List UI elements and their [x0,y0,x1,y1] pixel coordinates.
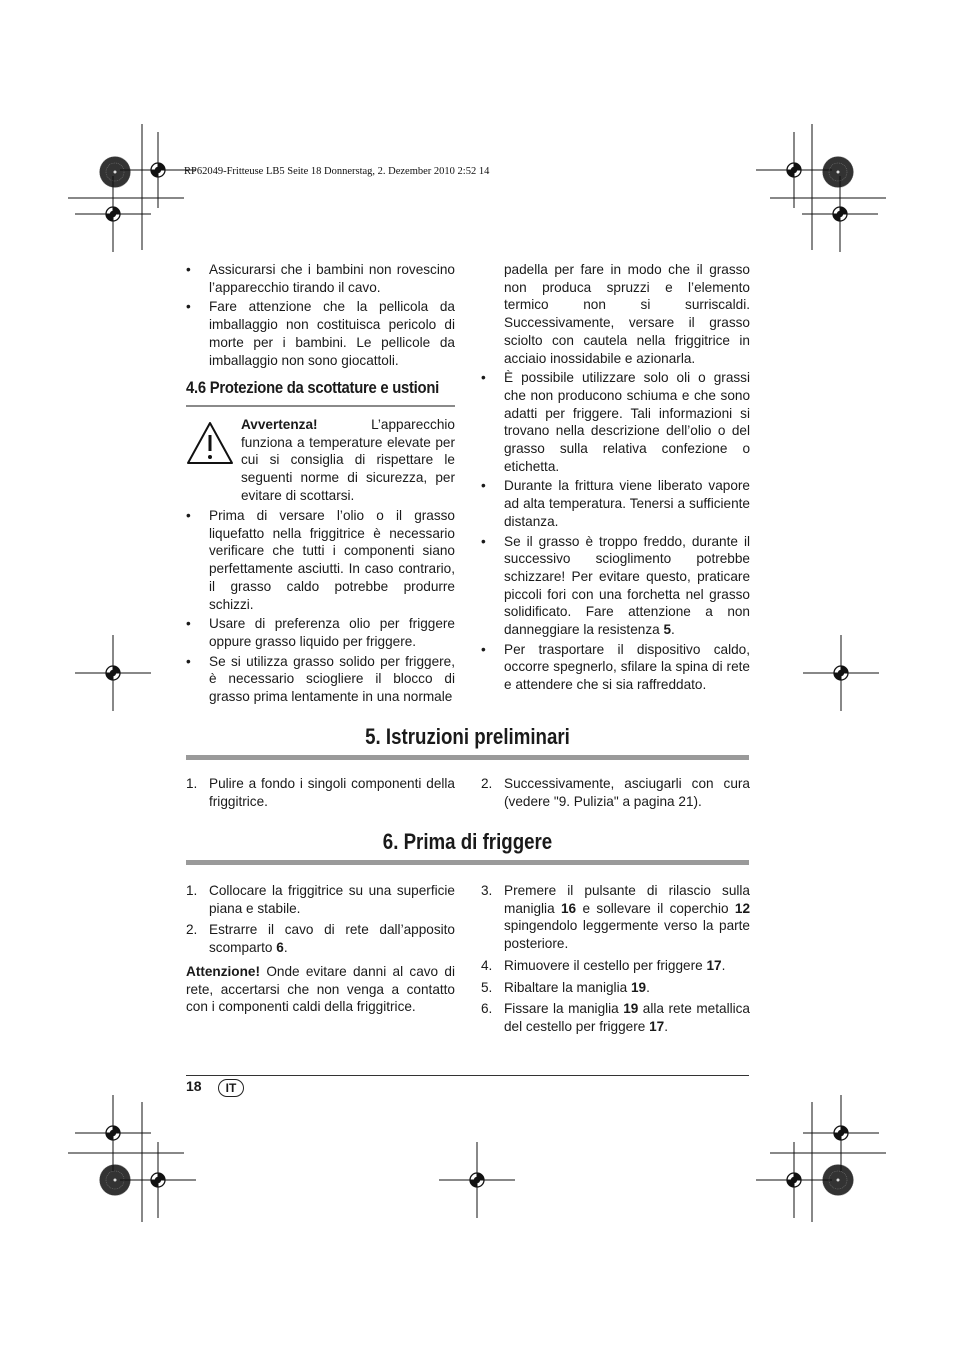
step-number: 2. [186,922,198,938]
step-number: 3. [481,883,493,898]
step-text: spingendolo leggermente verso la parte posteriore. [504,918,750,952]
step-ref: 19 [623,1001,639,1017]
section-title-6: 6. Prima di friggere [382,829,553,854]
list-item [186,882,455,917]
section6-right [481,882,750,1040]
steps-list [186,775,455,810]
resistance-text: Se il grasso è troppo freddo, durante il successivo scioglimento potrebbe schizzare! Per evitare questo, praticare piccoli fori con una forchetta nel grasso solidificato. Fare attenzione a non danneggiare la resistenza [504,533,750,638]
step-text: e sollevare il coperchio [576,900,735,916]
right-column [481,261,750,696]
list-item: • Fare attenzione che la pellicola da imballaggio non costituisca pericolo di morte per i bambini. Le pellicole da imballaggio non sono giocattoli. [186,298,455,369]
section5-left [186,775,455,814]
step-text: Premere il pulsante di rilascio sulla maniglia [504,883,750,916]
list-item: • Usare di preferenza olio per friggere oppure grasso liquido per friggere. [186,615,455,650]
continuation-text: padella per fare in modo che il grasso non produca spruzzi e l’elemento termico non si surriscaldi. Successivamente, versare il grasso sciolto con cautela nella friggitrice in acciaio inossidabile e azionarla. [504,262,750,366]
section-rule-5 [186,755,749,760]
page-number: 18 [186,1078,202,1094]
language-badge: IT [218,1079,244,1097]
step-ref: 17 [706,957,722,973]
list-item: • Prima di versare l’olio o il grasso liquefatto nella friggitrice è necessario verificare che tutti i componenti siano perfettamente asciutti. In caso contrario, il grasso caldo potrebbe produrre schizzi. [186,507,455,613]
step-number: 2. [481,776,493,791]
section-rule-6 [186,860,749,865]
step-number: 6. [481,1001,493,1017]
left-column-bullets [186,507,455,708]
left-column [186,261,455,371]
section-title-5: 5. Istruzioni preliminari [365,724,570,749]
list-item: • Durante la frittura viene liberato vapore ad alta temperatura. Tenersi a sufficiente distanza. [481,477,750,530]
warning-triangle-icon [186,420,234,466]
step-text: alla rete metallica del cestello per friggere [504,1001,750,1034]
step-text: Pulire a fondo i singoli componenti della friggitrice. [209,776,455,809]
attention-note [186,963,455,1016]
list-item [186,775,455,810]
warning-label: Avvertenza! [241,417,318,432]
attention-text: Onde evitare danni al cavo di rete, accertarsi che non venga a contatto con i componenti caldi della friggitrice. [186,963,455,1015]
list-item [186,921,455,956]
list-item [481,957,750,975]
list-item [481,1000,750,1035]
list-item: • Assicurarsi che i bambini non rovescino l’apparecchio tirando il cavo. [186,261,455,296]
step-text: Successivamente, asciugarli con cura (vedere "9. Pulizia" a pagina 21). [504,776,750,809]
list-item: • È possibile utilizzare solo oli o grassi che non producono schiuma e che sono adatti per friggere. Tali informazioni si trovano nella descrizione dell’olio o del grasso sulla relativa confezione o etichetta. [481,369,750,475]
step-end: . [646,979,650,995]
step-text: Collocare la friggitrice su una superficie piana e stabile. [209,883,455,916]
step-text: Fissare la maniglia [504,1001,624,1017]
step-number: 5. [481,979,493,995]
step-number: 1. [186,883,198,898]
print-info-line: RP62049-Fritteuse LB5 Seite 18 Donnerstag, 2. Dezember 2010 2:52 14 [184,166,490,177]
step-end: . [664,1018,668,1034]
steps-list [481,775,750,810]
list-item: • Per trasportare il dispositivo caldo, occorre spegnerlo, sfilare la spina di rete e attendere che si sia raffreddato. [481,641,750,694]
steps-list [481,882,750,1036]
list-item [481,533,750,639]
step-number: 1. [186,776,198,791]
warning-text: L’apparecchio funziona a temperature elevate per cui si consiglia di rispettare le seguenti norme di sicurezza, per evitare di scottarsi. [241,417,455,503]
heading-rule [186,405,455,407]
step-ref: 16 [561,900,577,916]
bullet-list-top [186,261,455,369]
step-ref: 19 [630,979,647,995]
step-text: Ribaltare la maniglia [504,979,631,995]
section6-left [186,882,455,1016]
steps-list [186,882,455,957]
step-text: Estrarre il cavo di rete dall’apposito scomparto [209,922,455,956]
list-item: • Se si utilizza grasso solido per friggere, è necessario sciogliere il blocco di grasso prima lentamente in una normale [186,653,455,706]
footer-rule [186,1075,749,1076]
list-item [481,775,750,810]
step-number: 4. [481,957,493,973]
step-end: . [721,957,726,973]
section5-right [481,775,750,814]
step-ref: 6 [276,940,284,956]
attention-label: Attenzione! [186,963,261,979]
bullet-list-right [481,369,750,694]
step-ref: 12 [734,900,751,916]
list-item [481,979,750,997]
resistance-ref: 5 [663,622,672,638]
warning-block [241,416,455,505]
list-item [481,882,750,953]
step-ref: 17 [649,1018,665,1034]
resistance-end: . [671,622,675,638]
step-end: . [283,940,288,956]
bullet-list-bottom [186,507,455,706]
step-text: Rimuovere il cestello per friggere [504,957,707,973]
section-heading-4-6: 4.6 Protezione da scottature e ustioni [186,379,439,397]
